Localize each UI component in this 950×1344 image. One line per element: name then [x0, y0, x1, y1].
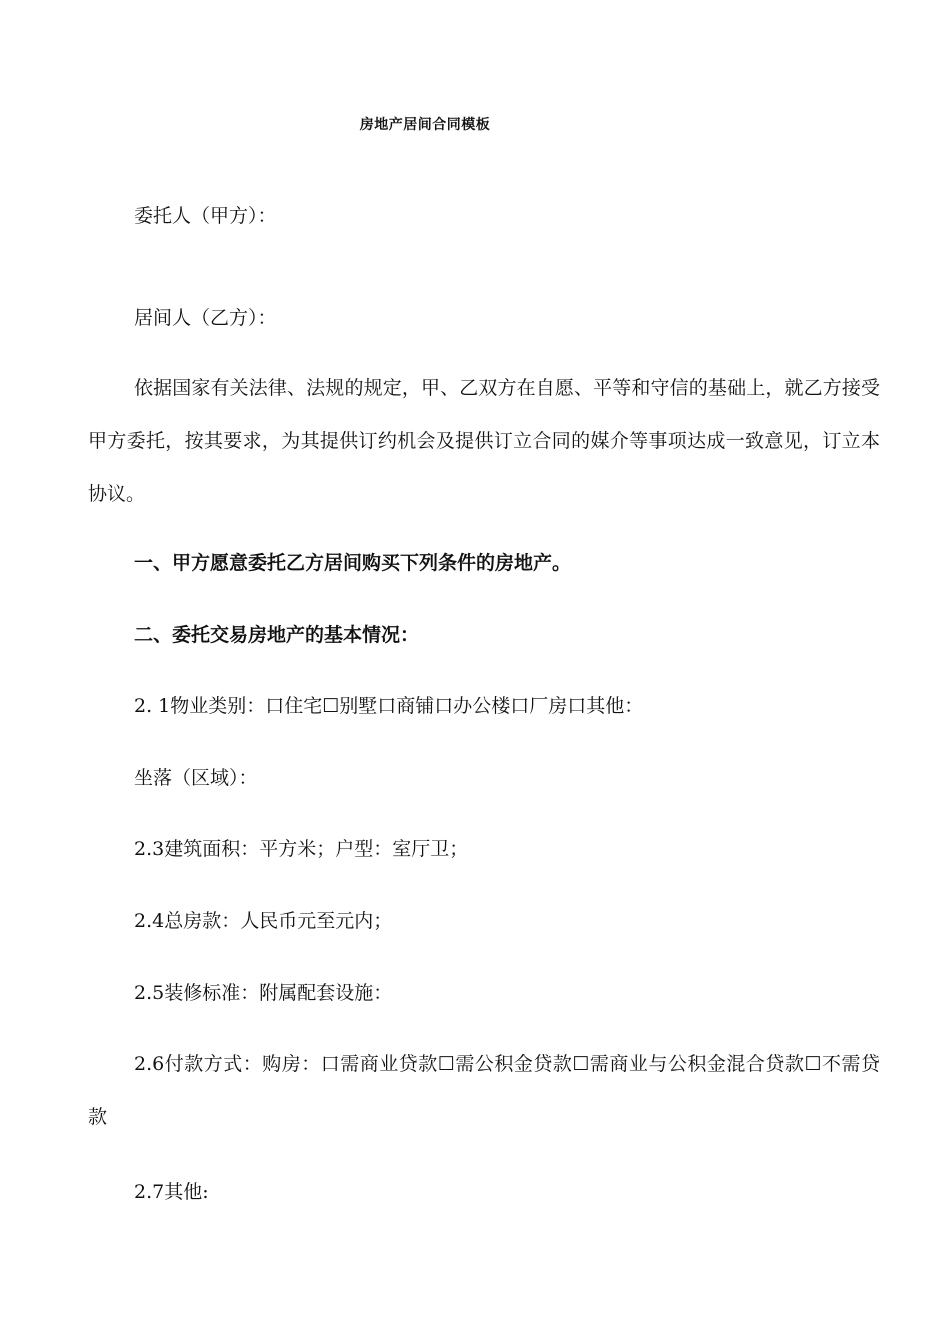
- section-1-heading: 一、甲方愿意委托乙方居间购买下列条件的房地产。: [134, 552, 572, 574]
- party-b-label: 居间人（乙方）：: [134, 307, 277, 329]
- intro-paragraph: 依据国家有关法律、法规的规定，甲、乙双方在自愿、平等和守信的基础上，就乙方接受甲方委托，按其要求，为其提供订约机会及提供订立合同的媒介等事项达成一致意见，订立本协议。: [88, 377, 880, 505]
- party-a-label: 委托人（甲方）：: [134, 205, 277, 227]
- item-2-1-property-type: 2. 1物业类别：口住宅☐别墅口商铺口办公楼口厂房口其他：: [134, 695, 644, 717]
- item-2-6-payment: 2.6付款方式：购房：口需商业贷款☐需公积金贷款☐需商业与公积金混合贷款☐不需贷款: [88, 1053, 880, 1128]
- item-2-3-area: 2.3建筑面积：平方米；户型：室厅卫；: [134, 838, 469, 860]
- item-2-5-decoration: 2.5装修标准：附属配套设施：: [134, 982, 393, 1004]
- document-title: 房地产居间合同模板: [359, 117, 491, 133]
- item-location: 坐落（区域）：: [134, 767, 258, 789]
- section-2-heading: 二、委托交易房地产的基本情况：: [134, 624, 420, 646]
- item-2-4-price: 2.4总房款：人民币元至元内；: [134, 910, 393, 932]
- item-2-7-other: 2.7其他:: [134, 1181, 209, 1203]
